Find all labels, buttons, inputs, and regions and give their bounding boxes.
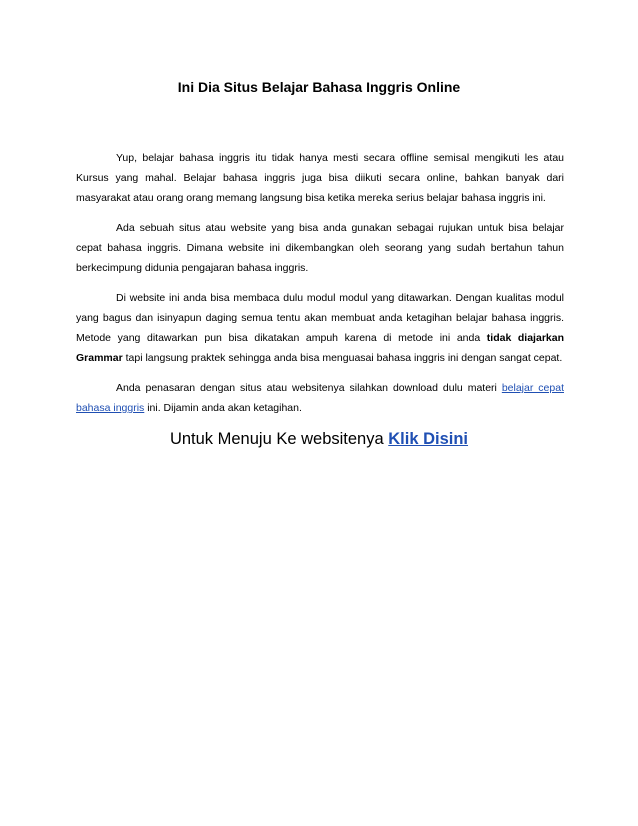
paragraph-1: Yup, belajar bahasa inggris itu tidak hanya mesti secara offline semisal mengikuti les atau Kursus yang mahal. Belajar bahasa inggris juga bisa diikuti secara online, bahkan banyak dari masyarakat atau orang orang memang langsung bisa ketika mereka serius belajar bahasa inggris ini. [76, 152, 564, 204]
cta-text: Untuk Menuju Ke websitenya [169, 430, 389, 448]
paragraph-4 [76, 378, 564, 418]
paragraph-3-text-start: Di website ini anda bisa membaca dulu modul modul yang ditawarkan. Dengan kualitas modul yang bagus dan isinyapun daging semua tentu akan membuat anda ketagihan belajar bahasa inggris. Metode yang ditawarkan pun bisa dikatakan ampuh karena di metode ini anda [76, 292, 564, 344]
paragraph-3-text-end: tapi langsung praktek sehingga anda bisa menguasai bahasa inggris ini dengan sangat cepat. [122, 352, 563, 364]
paragraph-4-text-end: ini. Dijamin anda akan ketagihan. [144, 402, 302, 414]
download-material-link[interactable]: belajar cepat bahasa inggris [76, 382, 564, 414]
paragraph-3-bold-phrase: tidak diajarkan Grammar [76, 332, 564, 364]
klik-disini-link[interactable]: Klik Disini [388, 430, 469, 448]
paragraph-3 [76, 288, 564, 368]
call-to-action [0, 428, 638, 450]
paragraph-2: Ada sebuah situs atau website yang bisa anda gunakan sebagai rujukan untuk bisa belajar cepat bahasa inggris. Dimana website ini dikembangkan oleh seorang yang sudah bertahun tahun berkecimpung didunia pengajaran bahasa inggris. [76, 222, 564, 274]
document-title: Ini Dia Situs Belajar Bahasa Inggris Online [177, 79, 461, 95]
document-body [76, 148, 564, 428]
paragraph-4-text-start: Anda penasaran dengan situs atau websitenya silahkan download dulu materi [116, 382, 502, 394]
